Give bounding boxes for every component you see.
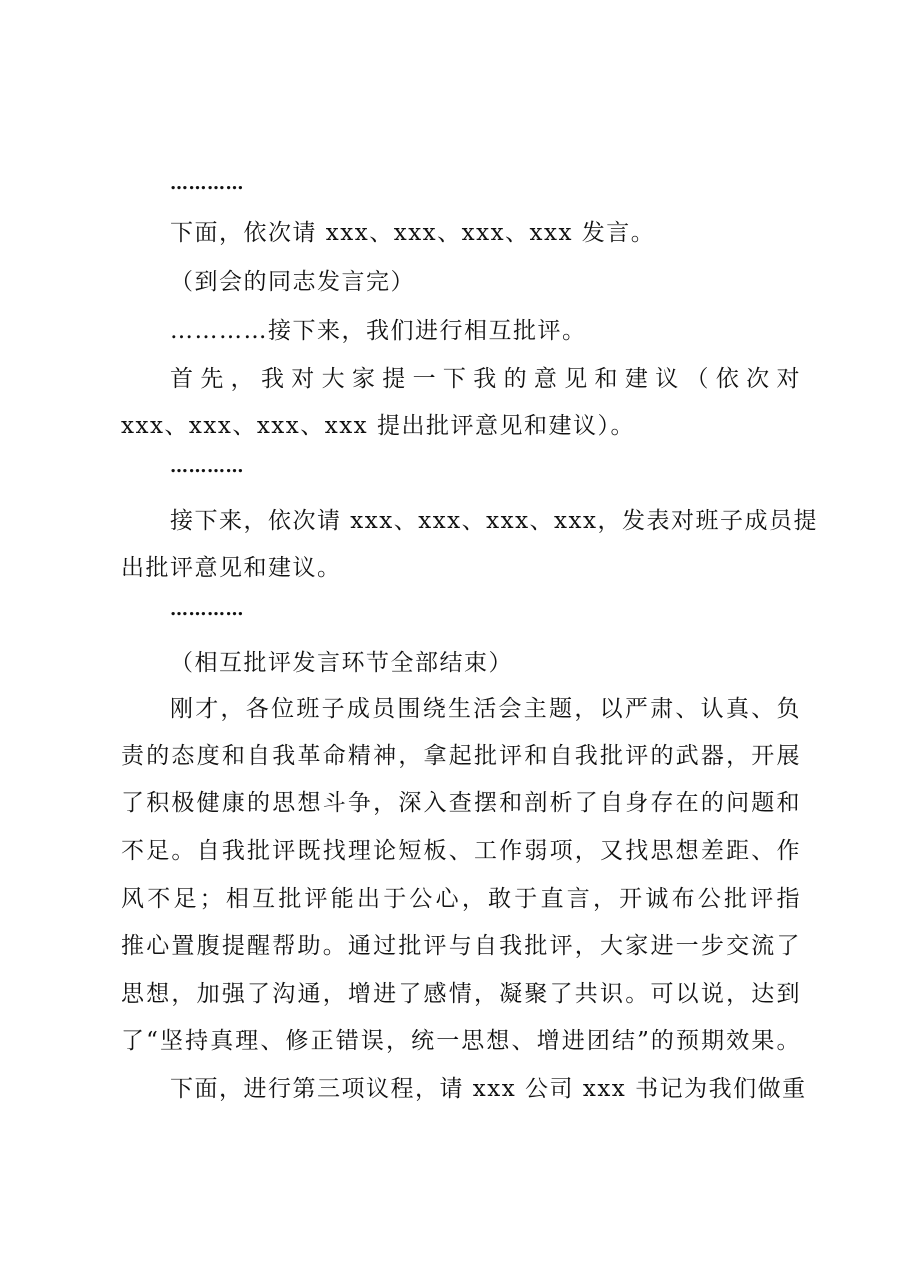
- text-line: 刚才，各位班子成员围绕生活会主题，以严肃、认真、负: [170, 696, 801, 722]
- text-line: 不足。自我批评既找理论短板、工作弱项，又找思想差距、作: [121, 838, 801, 864]
- text-line: （相互批评发言环节全部结束）: [170, 650, 513, 676]
- text-line: 下面，依次请 xxx、xxx、xxx、xxx 发言。: [170, 220, 656, 246]
- ellipsis-line: …………: [170, 456, 244, 477]
- ellipsis-line: …………: [170, 599, 244, 620]
- ellipsis-line: …………: [170, 173, 244, 194]
- text-line: 首先，我对大家提一下我的意见和建议（依次对: [170, 366, 801, 392]
- text-line: …………接下来，我们进行相互批评。: [170, 318, 587, 344]
- text-line: 出批评意见和建议。: [121, 555, 342, 581]
- text-line: 接下来，依次请 xxx、xxx、xxx、xxx，发表对班子成员提: [170, 508, 818, 534]
- text-line: 了积极健康的思想斗争，深入查摆和剖析了自身存在的问题和: [121, 790, 801, 816]
- text-line: xxx、xxx、xxx、xxx 提出批评意见和建议）。: [121, 413, 635, 439]
- text-line: 思想，加强了沟通，增进了感情，凝聚了共识。可以说，达到: [121, 981, 801, 1007]
- text-line: 风不足；相互批评能出于公心，敢于直言，开诚布公批评指: [121, 886, 801, 912]
- text-line: 了“坚持真理、修正错误，统一思想、增进团结”的预期效果。: [121, 1028, 801, 1054]
- text-line: 推心置腹提醒帮助。通过批评与自我批评，大家进一步交流了: [121, 933, 801, 959]
- text-line: 责的态度和自我革命精神，拿起批评和自我批评的武器，开展: [121, 743, 801, 769]
- text-line: （到会的同志发言完）: [170, 269, 415, 295]
- text-line: 下面，进行第三项议程，请 xxx 公司 xxx 书记为我们做重: [170, 1076, 807, 1102]
